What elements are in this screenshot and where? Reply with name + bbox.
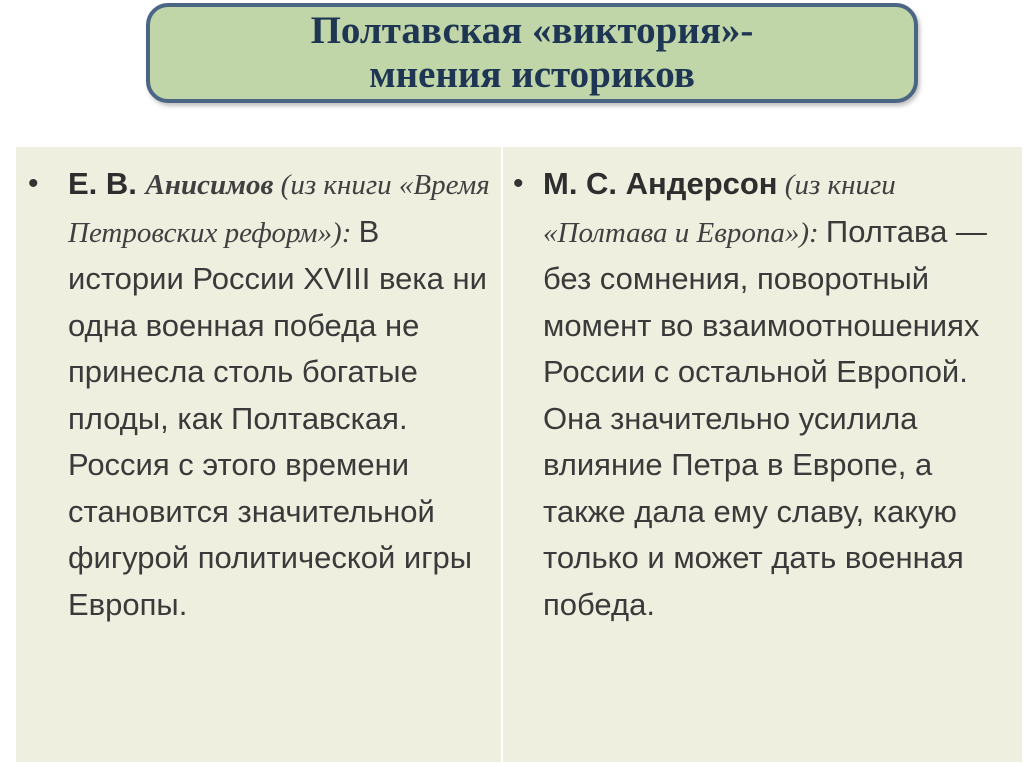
quote-anderson bbox=[543, 161, 1019, 628]
author-initials: Е. В. bbox=[68, 166, 146, 201]
author-name: М. С. Андерсон bbox=[543, 166, 778, 201]
quotes-table bbox=[16, 147, 1022, 762]
title-line-1: Полтавская «виктория»- bbox=[310, 9, 754, 52]
quote-anisimov bbox=[68, 161, 494, 628]
author-surname: Анисимов bbox=[145, 169, 274, 201]
quote-text: Полтава — без сомнения, поворотный момент во взаимоотношениях России с остальной Европой. Она значительно усилила влияние Петра в Европе, а также дала ему славу, какую только и может дать военная победа. bbox=[543, 213, 987, 622]
book-source: (из книги «Время Петровских реформ»): bbox=[68, 169, 490, 249]
title-box bbox=[146, 3, 918, 103]
title-line-2: мнения историков bbox=[369, 53, 695, 96]
bullet-icon: • bbox=[28, 167, 39, 200]
bullet-icon: • bbox=[513, 167, 524, 200]
column-anisimov bbox=[16, 147, 501, 762]
book-source: (из книги «Полтава и Европа»): bbox=[543, 169, 896, 249]
column-anderson bbox=[501, 147, 1022, 762]
quote-text: В истории России XVIII века ни одна военная победа не принесла столь богатые плоды, как Полтавская. Россия с этого времени становится значительной фигурой политической игры Европы. bbox=[68, 213, 487, 622]
